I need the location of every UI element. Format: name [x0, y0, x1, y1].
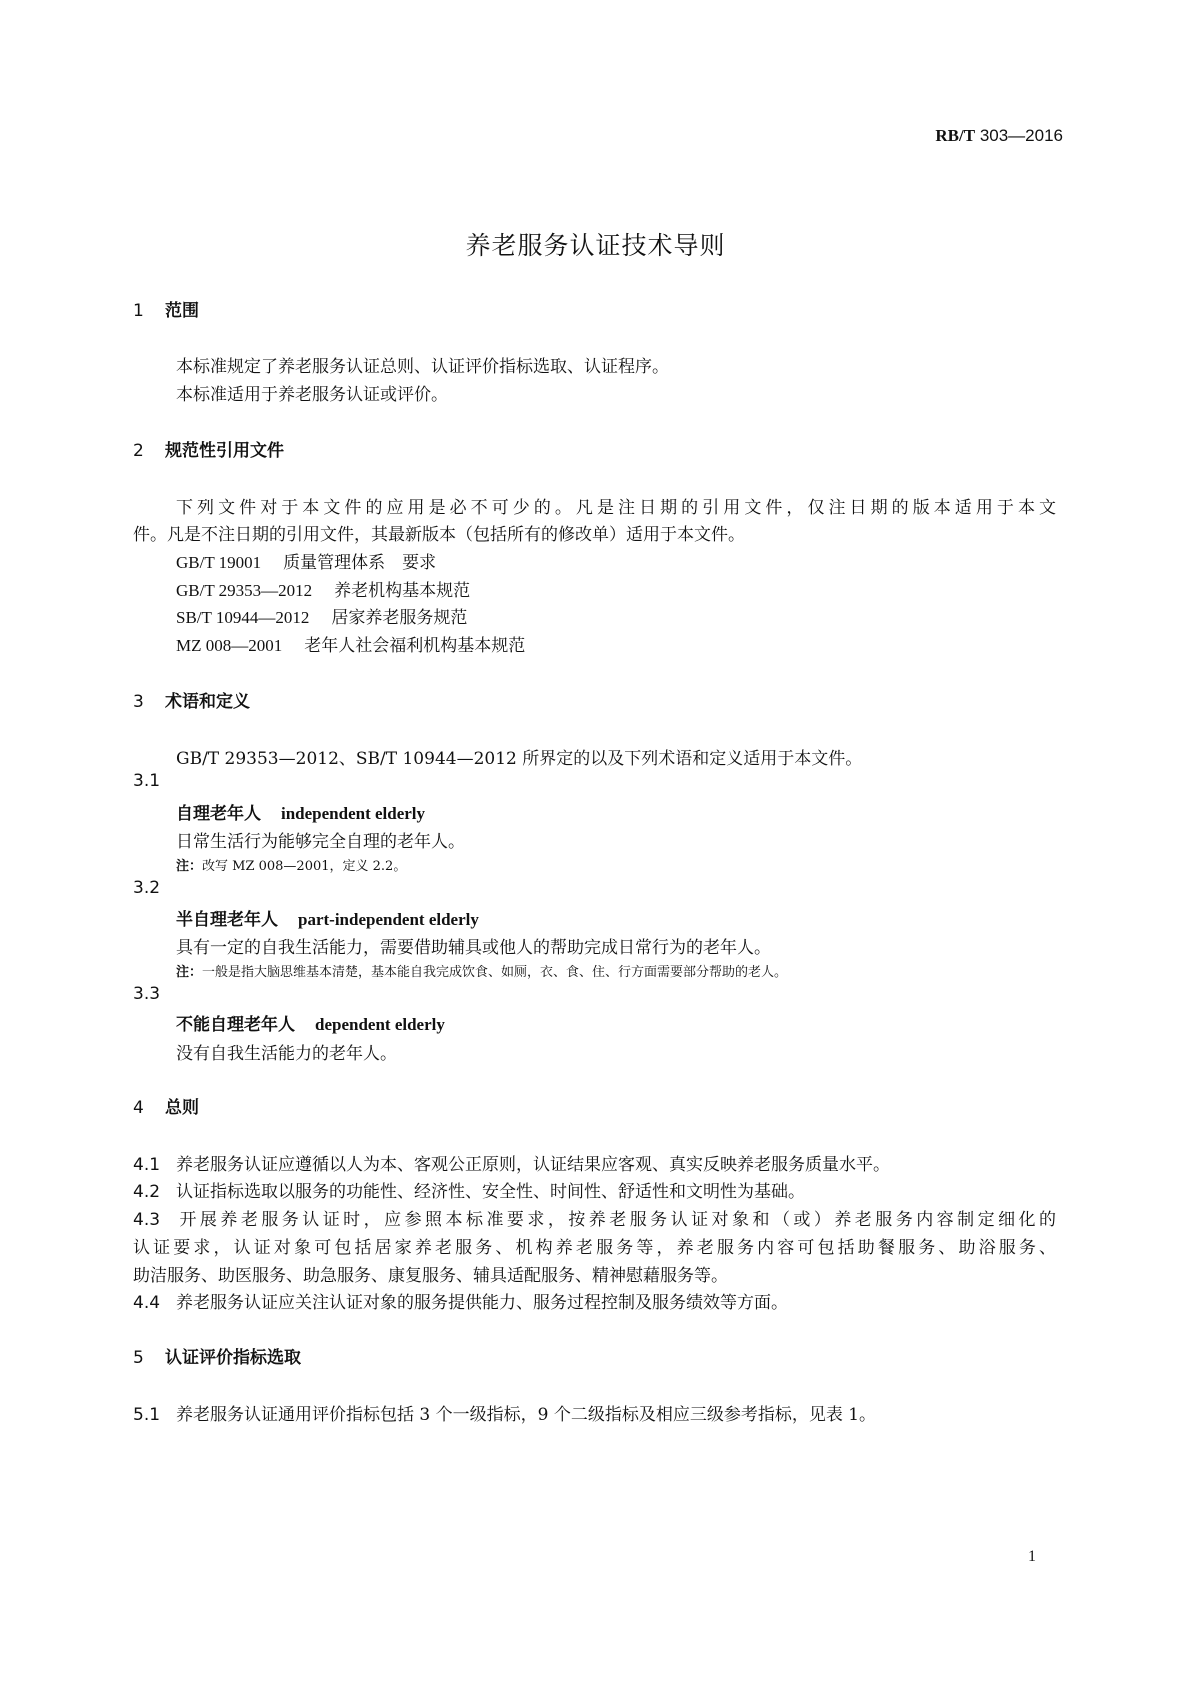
section-1-heading: 1 范围 — [133, 301, 199, 321]
term-heading: 半自理老年人 part-independent elderly — [176, 910, 479, 930]
clause-4-4: 4.4 养老服务认证应关注认证对象的服务提供能力、服务过程控制及服务绩效等方面。 — [133, 1293, 788, 1313]
term-heading: 不能自理老年人 dependent elderly — [176, 1015, 445, 1035]
section-1-para-1: 本标准规定了养老服务认证总则、认证评价指标选取、认证程序。 — [176, 357, 669, 377]
section-2-heading: 2 规范性引用文件 — [133, 441, 284, 461]
section-2-intro-line-1: 下列文件对于本文件的应用是必不可少的。凡是注日期的引用文件，仅注日期的版本适用于本文 — [176, 498, 1056, 518]
term-number: 3.1 — [133, 771, 161, 791]
clause-4-3-line-3: 助洁服务、助医服务、助急服务、康复服务、辅具适配服务、精神慰藉服务等。 — [133, 1266, 728, 1286]
document-title: 养老服务认证技术导则 — [465, 231, 726, 260]
section-2-intro-line-2: 件。凡是不注日期的引用文件，其最新版本（包括所有的修改单）适用于本文件。 — [133, 525, 745, 545]
term-note: 注：一般是指大脑思维基本清楚，基本能自我完成饮食、如厕，衣、食、住、行方面需要部分帮助的老人。 — [176, 965, 788, 980]
section-1-para-2: 本标准适用于养老服务认证或评价。 — [176, 385, 448, 405]
clause-4-2: 4.2 认证指标选取以服务的功能性、经济性、安全性、时间性、舒适性和文明性为基础。 — [133, 1182, 805, 1202]
clause-4-3-line-2: 认证要求，认证对象可包括居家养老服务、机构养老服务等，养老服务内容可包括助餐服务、助浴服务、 — [133, 1238, 1056, 1258]
normative-reference: MZ 008—2001 老年人社会福利机构基本规范 — [176, 636, 526, 656]
normative-reference: GB/T 19001 质量管理体系 要求 — [176, 553, 437, 573]
clause-4-3-line-1: 4.3 开展养老服务认证时，应参照本标准要求，按养老服务认证对象和（或）养老服务内容制定细化的 — [133, 1210, 1056, 1230]
normative-reference: SB/T 10944—2012 居家养老服务规范 — [176, 608, 468, 628]
standard-code: RB/T 303—2016 — [935, 126, 1063, 145]
page-number: 1 — [1028, 1548, 1036, 1565]
normative-reference: GB/T 29353—2012 养老机构基本规范 — [176, 581, 471, 601]
term-definition: 没有自我生活能力的老年人。 — [176, 1044, 397, 1064]
section-4-heading: 4 总则 — [133, 1098, 199, 1118]
clause-5-1: 5.1 养老服务认证通用评价指标包括 3 个一级指标，9 个二级指标及相应三级参考指标，见表 1。 — [133, 1405, 877, 1425]
section-3-intro: GB/T 29353—2012、SB/T 10944—2012 所界定的以及下列术语和定义适用于本文件。 — [176, 749, 863, 769]
term-number: 3.2 — [133, 878, 161, 898]
term-number: 3.3 — [133, 984, 161, 1004]
term-definition: 日常生活行为能够完全自理的老年人。 — [176, 832, 465, 852]
clause-4-1: 4.1 养老服务认证应遵循以人为本、客观公正原则，认证结果应客观、真实反映养老服务质量水平。 — [133, 1155, 890, 1175]
term-note: 注：改写 MZ 008—2001，定义 2.2。 — [176, 859, 407, 874]
section-3-heading: 3 术语和定义 — [133, 692, 250, 712]
term-definition: 具有一定的自我生活能力，需要借助辅具或他人的帮助完成日常行为的老年人。 — [176, 938, 771, 958]
term-heading: 自理老年人 independent elderly — [176, 804, 426, 824]
section-5-heading: 5 认证评价指标选取 — [133, 1348, 301, 1368]
